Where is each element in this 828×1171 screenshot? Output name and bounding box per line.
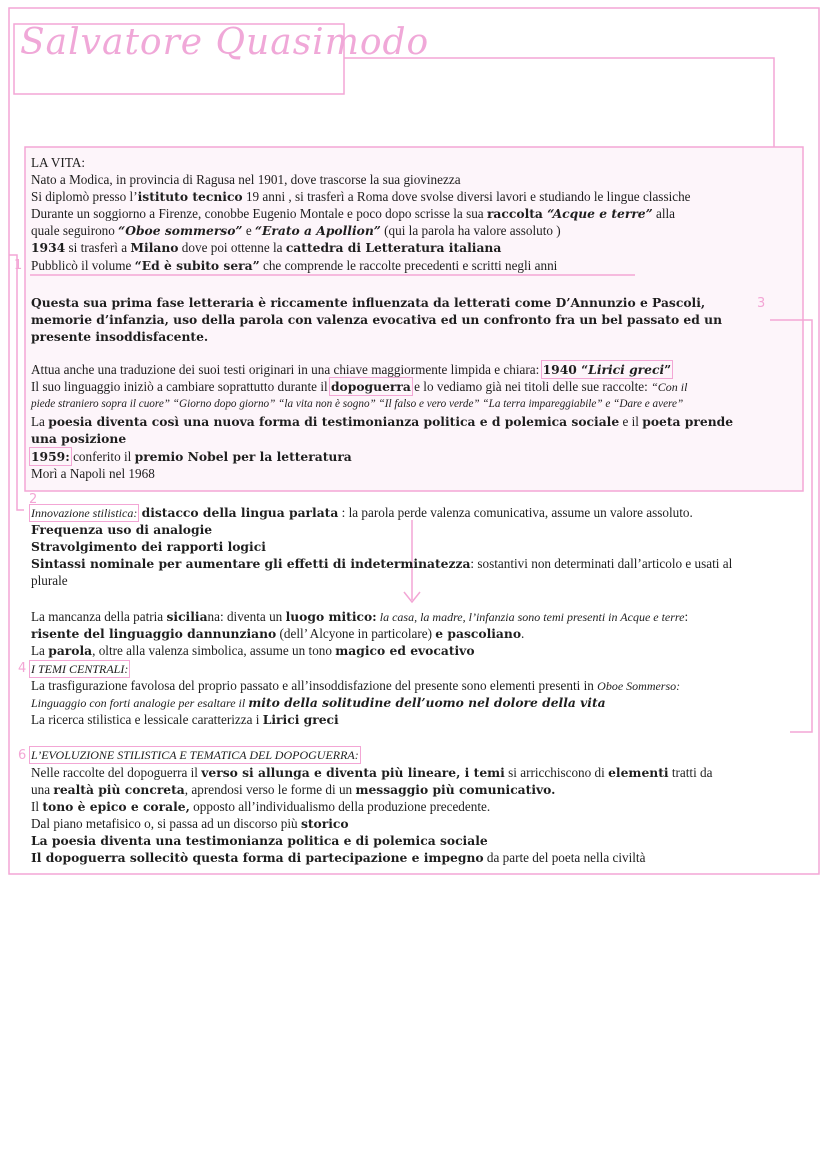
vita-heading: LA VITA: (31, 155, 86, 170)
language-line: Il suo linguaggio iniziò a cambiare soprattutto durante il dopoguerra e lo vediamo già nei titoli delle sue raccolte: “Con il (31, 379, 688, 394)
temi-line-1: La trasfigurazione favolosa del proprio passato e all’insoddisfazione del presente sono elementi presenti in Oboe Sommerso: (31, 678, 681, 693)
dopoguerra-highlight: dopoguerra (330, 379, 411, 394)
poesia-line: La poesia diventa così una nuova forma di testimonianza politica e d polemica sociale e il poeta prende (31, 414, 734, 429)
parola-line: La parola, oltre alla valenza simbolica, assume un tono magico ed evocativo (31, 643, 475, 658)
left-connector (9, 255, 24, 510)
nobel-line: 1959: conferito il premio Nobel per la letteratura (31, 449, 352, 464)
temi-line-2: Linguaggio con forti analogie per esaltare il mito della solitudine dell’uomo nel dolore della vita (31, 695, 606, 710)
evoluzione-line-3: Il tono è epico e corale, opposto all’individualismo della produzione precedente. (31, 799, 491, 814)
temi-heading: I TEMI CENTRALI: (31, 662, 129, 676)
sintassi-line: Sintassi nominale per aumentare gli effetti di indeterminatezza: sostantivi non determinati dall’articolo e usati al (31, 556, 733, 571)
translation-line: Attua anche una traduzione dei suoi testi originari in una chiave maggiormente limpida e chiara: 1940 “Lirici greci” (31, 362, 672, 377)
page-title: Salvatore Quasimodo (20, 22, 430, 63)
death-line: Morì a Napoli nel 1968 (31, 466, 155, 481)
title-connector (344, 58, 774, 147)
vita-line-1: Nato a Modica, in provincia di Ragusa nel 1901, dove trascorse la sua giovinezza (31, 172, 461, 187)
vita-line-5: 1934 si trasferì a Milano dove poi ottenne la cattedra di Letteratura italiana (31, 240, 502, 255)
plurale-line: plurale (31, 573, 68, 588)
evoluzione-heading-line (31, 746, 359, 764)
marker-1: 1 (14, 258, 23, 273)
evoluzione-line-1: Nelle raccolte del dopoguerra il verso si allunga e diventa più lineare, i temi si arricchiscono di elementi tratti da (31, 765, 713, 780)
temi-heading-line (31, 660, 128, 678)
vita-line-3: Durante un soggiorno a Firenze, conobbe Eugenio Montale e poco dopo scrisse la sua raccolta “Acque e terre” alla (31, 206, 676, 221)
lirici-greci-highlight: 1940 “Lirici greci” (542, 362, 672, 377)
marker-6: 6 (18, 748, 27, 763)
dannunziano-line: risente del linguaggio dannunziano (dell’ Alcyone in particolare) e pascoliano. (31, 626, 525, 641)
evoluzione-line-2: una realtà più concreta, aprendosi verso le forme di un messaggio più comunicativo. (31, 782, 556, 797)
innovazione-line: Innovazione stilistica: distacco della lingua parlata : la parola perde valenza comunicativa, assume un valore assoluto. (31, 505, 693, 520)
temi-line-3: La ricerca stilistica e lessicale caratterizza i Lirici greci (31, 712, 339, 727)
marker-4: 4 (18, 661, 27, 676)
marker-2: 2 (29, 492, 38, 507)
posizione-line: una posizione (31, 431, 127, 446)
phase-line-1: Questa sua prima fase letteraria è riccamente influenzata da letterati come D’Annunzio e Pascoli, (31, 295, 706, 310)
phase-line-2: memorie d’infanzia, uso della parola con valenza evocativa ed un confronto fra un bel passato ed un (31, 312, 723, 327)
year-1959-highlight: 1959: (31, 449, 70, 464)
evoluzione-heading: L’EVOLUZIONE STILISTICA E TEMATICA DEL DOPOGUERRA: (31, 748, 359, 762)
evoluzione-line-5: La poesia diventa una testimonianza politica e di polemica sociale (31, 833, 488, 848)
vita-line-4: quale seguirono “Oboe sommerso” e “Erato a Apollion” (qui la parola ha valore assoluto ) (31, 223, 561, 238)
marker-3: 3 (757, 296, 766, 311)
patria-line: La mancanza della patria siciliana: diventa un luogo mitico: la casa, la madre, l’infanzia sono temi presenti in Acque e terre: (31, 609, 689, 624)
vita-line-6: Pubblicò il volume “Ed è subito sera” che comprende le raccolte precedenti e scritti negli anni (31, 258, 558, 273)
innovazione-label: Innovazione stilistica: (31, 506, 138, 520)
vita-line-2: Si diplomò presso l’istituto tecnico 19 anni , si trasferì a Roma dove svolse diversi lavori e studiando le lingue classiche (31, 189, 691, 204)
evoluzione-line-6: Il dopoguerra sollecitò questa forma di partecipazione e impegno da parte del poeta nella civiltà (31, 850, 646, 865)
evoluzione-line-4: Dal piano metafisico o, si passa ad un discorso più storico (31, 816, 349, 831)
analogie-line: Frequenza uso di analogie (31, 522, 213, 537)
phase-line-3: presente insoddisfacente. (31, 329, 209, 344)
rapporti-line: Stravolgimento dei rapporti logici (31, 539, 266, 554)
titles-line: piede straniero sopra il cuore” “Giorno dopo giorno” “la vita non è sogno” “Il falso e vero verde” “La terra impareggiabile” e “Dare e avere” (31, 398, 684, 410)
